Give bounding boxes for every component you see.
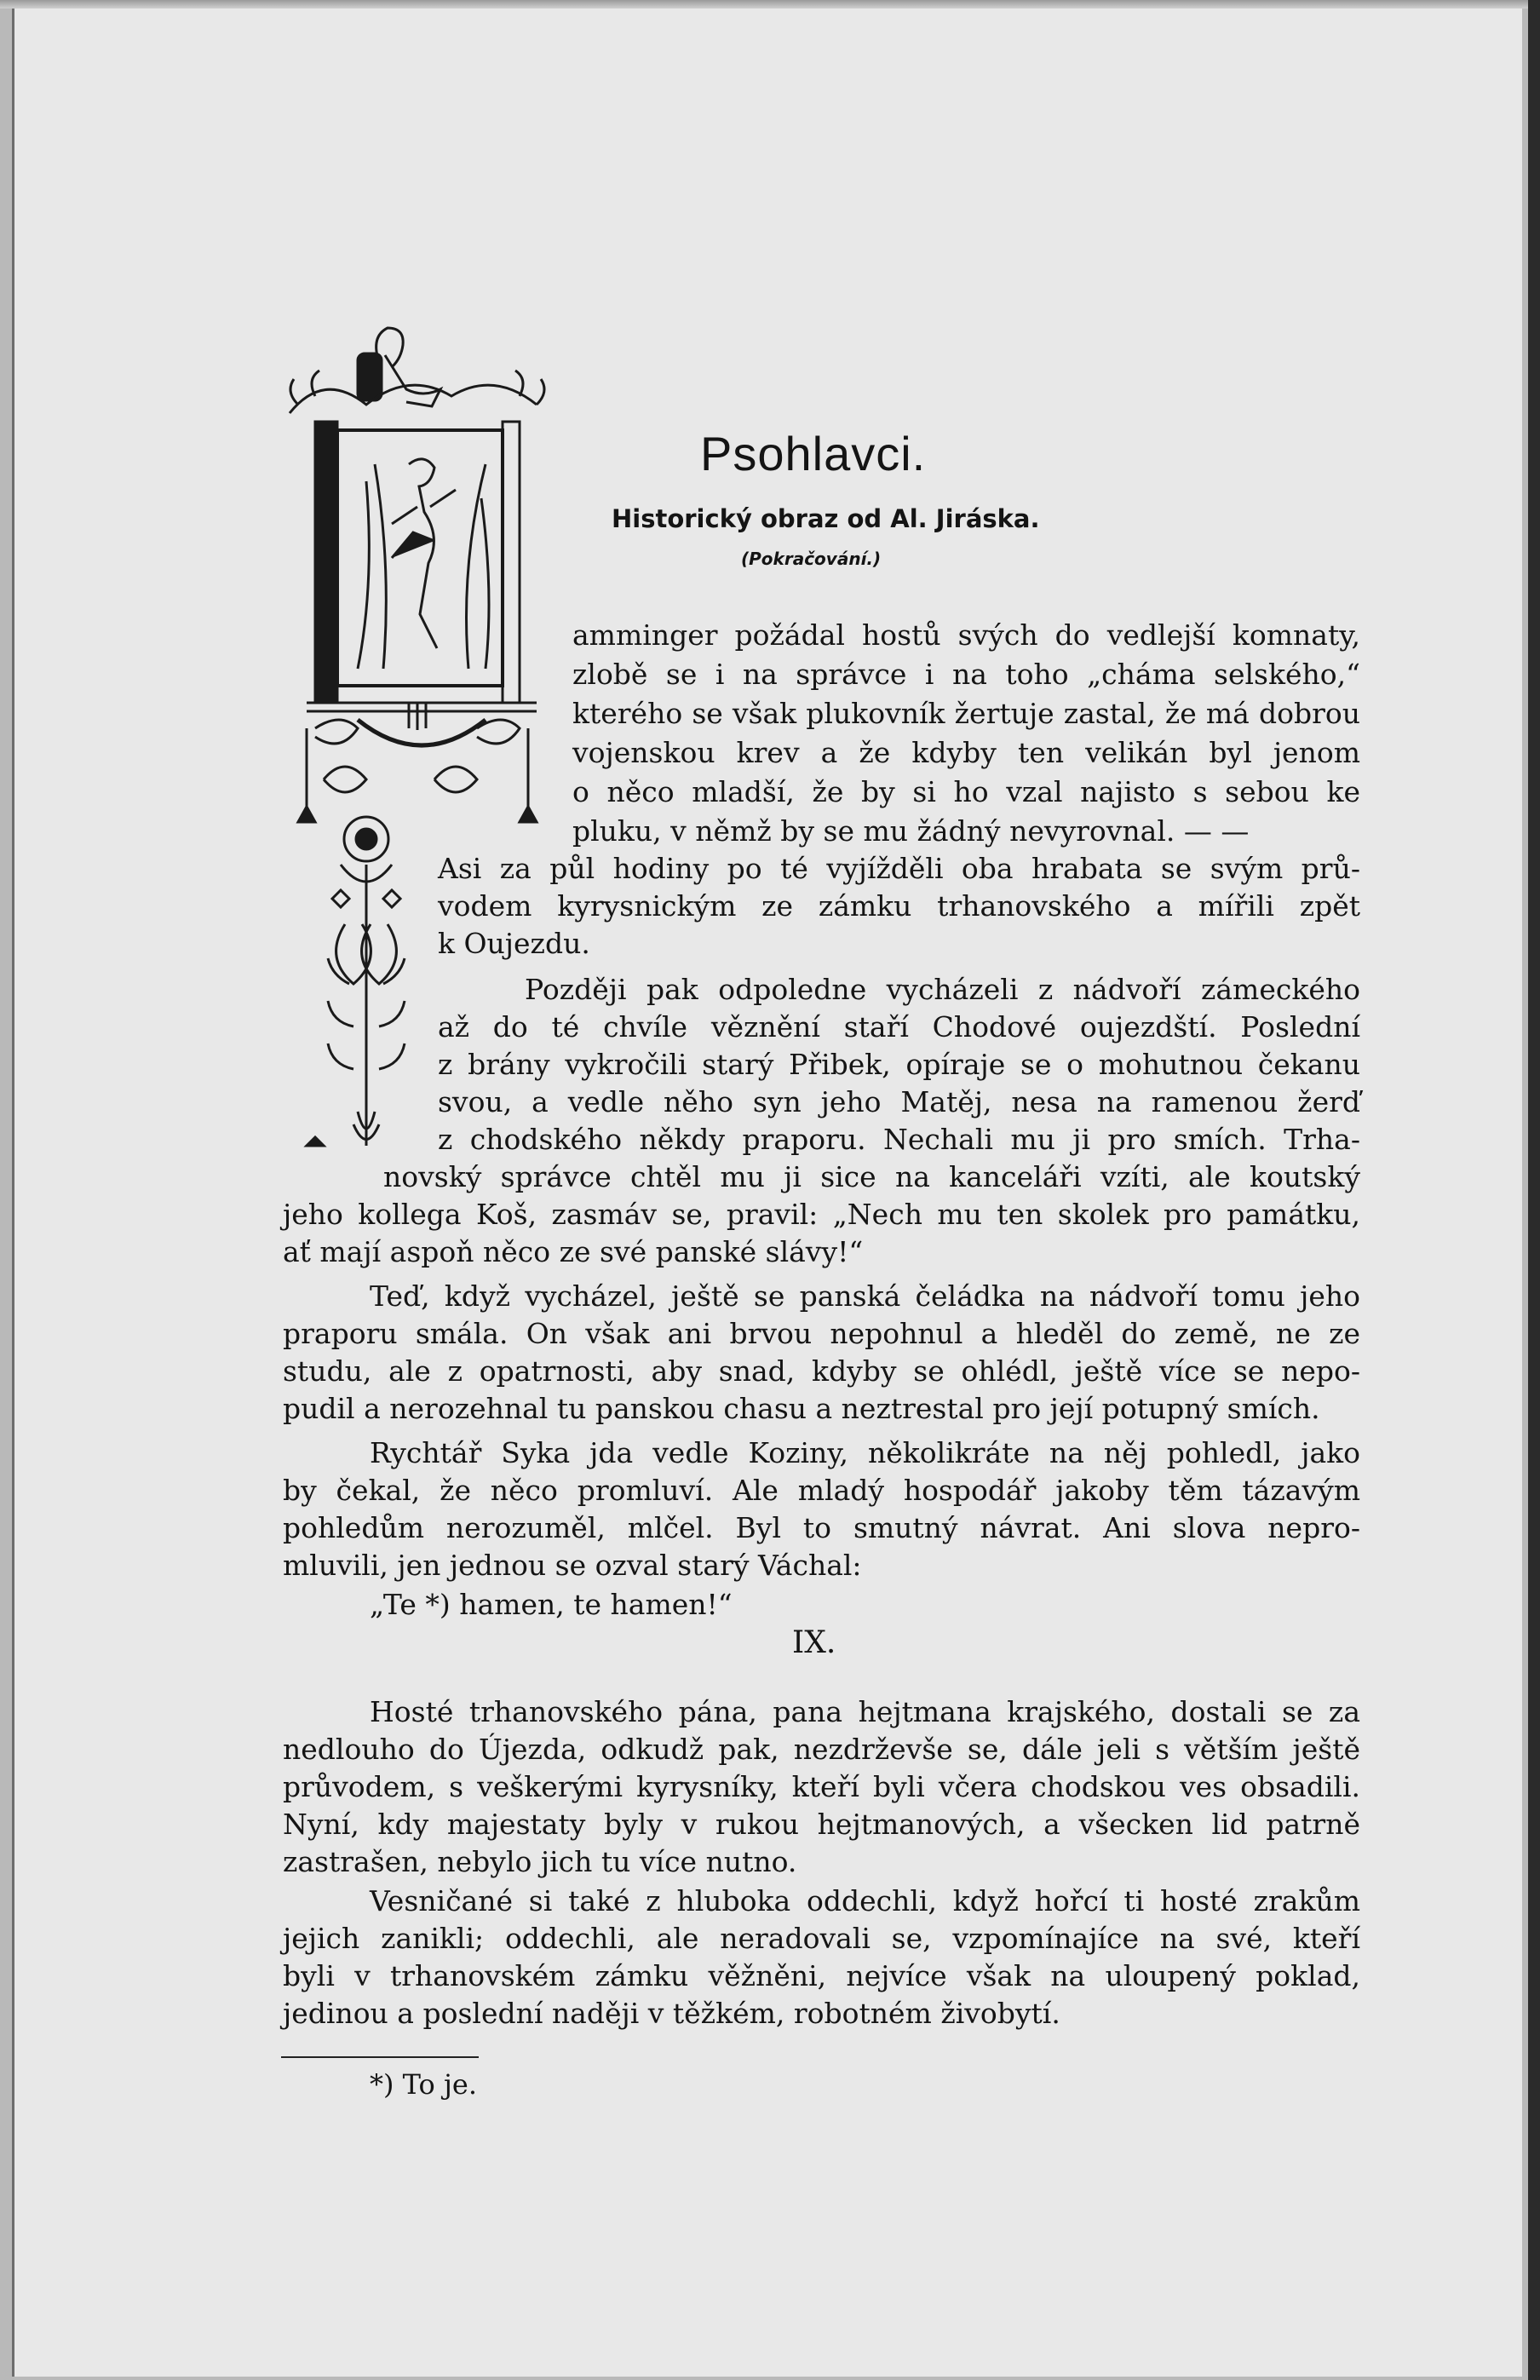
text-line: praporu smála. On však ani brvou nepohnul a hleděl do země, ne ze xyxy=(283,1317,1360,1350)
text-line: Asi za půl hodiny po té vyjížděli oba hrabata se svým prů- xyxy=(438,852,1360,885)
text-line: studu, ale z opatrnosti, aby snad, kdyby se ohlédl, ještě více se nepo- xyxy=(283,1354,1360,1388)
text-line: jedinou a poslední naději v těžkém, robotném živobytí. xyxy=(283,1997,1060,2030)
text-line: Později pak odpoledne vycházeli z nádvoří zámeckého xyxy=(525,973,1360,1006)
text-line: pudil a nerozehnal tu panskou chasu a neztrestal pro její potupný smích. xyxy=(283,1392,1320,1425)
chapter-heading: IX. xyxy=(792,1625,836,1660)
text-line: Teď, když vycházel, ještě se panská čeládka na nádvoří tomu jeho xyxy=(370,1279,1360,1313)
text-line: vodem kyrysnickým ze zámku trhanovského a mířili zpět xyxy=(438,889,1360,923)
text-line: ať mají aspoň něco ze své panské slávy!“ xyxy=(283,1235,864,1268)
text-line: zastrašen, nebylo jich tu více nutno. xyxy=(283,1845,797,1878)
article-subtitle: Historický obraz od Al. Jiráska. xyxy=(612,504,1040,533)
text-line: Vesničané si také z hluboka oddechli, když hořcí ti hosté zrakům xyxy=(370,1884,1360,1917)
footnote: *) To je. xyxy=(370,2068,477,2101)
text-line: z chodského někdy praporu. Nechali mu ji pro smích. Trha- xyxy=(438,1123,1360,1156)
text-line: o něco mladší, že by si ho vzal najisto s sebou ke xyxy=(572,775,1360,808)
text-line: jejich zanikli; oddechli, ale neradovali se, vzpomínajíce na své, kteří xyxy=(283,1922,1360,1955)
text-line: by čekal, že něco promluví. Ale mladý hospodář jakoby těm tázavým xyxy=(283,1474,1360,1507)
text-line: jeho kollega Koš, zasmáv se, pravil: „Nech mu ten skolek pro památku, xyxy=(283,1198,1360,1231)
text-line: byli v trhanovském zámku věžněni, nejvíce však na uloupený poklad, xyxy=(283,1959,1360,1992)
text-line: pluku, v němž by se mu žádný nevyrovnal. — — xyxy=(572,814,1250,848)
text-line: kterého se však plukovník žertuje zastal, že má dobrou xyxy=(572,697,1360,730)
text-line: amminger požádal hostů svých do vedlejší komnaty, xyxy=(572,618,1360,652)
text-line: vojenskou krev a že kdyby ten velikán byl jenom xyxy=(572,736,1360,769)
text-line: Rychtář Syka jda vedle Koziny, několikráte na něj pohledl, jako xyxy=(370,1436,1360,1469)
quote-line: „Te *) hamen, te hamen!“ xyxy=(370,1588,733,1621)
text-line: zlobě se i na správce i na toho „cháma selského,“ xyxy=(572,658,1360,691)
text-line: z brány vykročili starý Přibek, opíraje se o mohutnou čekanu xyxy=(438,1048,1360,1081)
article-title: Psohlavci. xyxy=(700,427,927,480)
continuation-note: (Pokračování.) xyxy=(741,549,882,569)
footnote-rule xyxy=(281,2056,479,2058)
text-line: k Oujezdu. xyxy=(438,927,590,960)
scan-right-edge xyxy=(1528,0,1540,2380)
scan-top-edge xyxy=(0,0,1540,9)
text-line: nedlouho do Újezda, odkudž pak, nezdrževše se, dále jeli s větším ještě xyxy=(283,1733,1360,1766)
text-line: novský správce chtěl mu ji sice na kanceláři vzíti, ale koutský xyxy=(383,1160,1360,1193)
text-line: Nyní, kdy majestaty byly v rukou hejtmanových, a všecken lid patrně xyxy=(283,1808,1360,1841)
text-line: svou, a vedle něho syn jeho Matěj, nesa na ramenou žerď xyxy=(438,1085,1360,1118)
text-line: až do té chvíle věznění staří Chodové oujezdští. Poslední xyxy=(438,1010,1360,1043)
text-line: pohledům nerozuměl, mlčel. Byl to smutný návrat. Ani slova nepro- xyxy=(283,1511,1360,1544)
text-line: průvodem, s veškerými kyrysníky, kteří byli včera chodskou ves obsadili. xyxy=(283,1770,1360,1803)
text-line: mluvili, jen jednou se ozval starý Váchal: xyxy=(283,1549,862,1582)
text-line: Hosté trhanovského pána, pana hejtmana krajského, dostali se za xyxy=(370,1695,1360,1728)
